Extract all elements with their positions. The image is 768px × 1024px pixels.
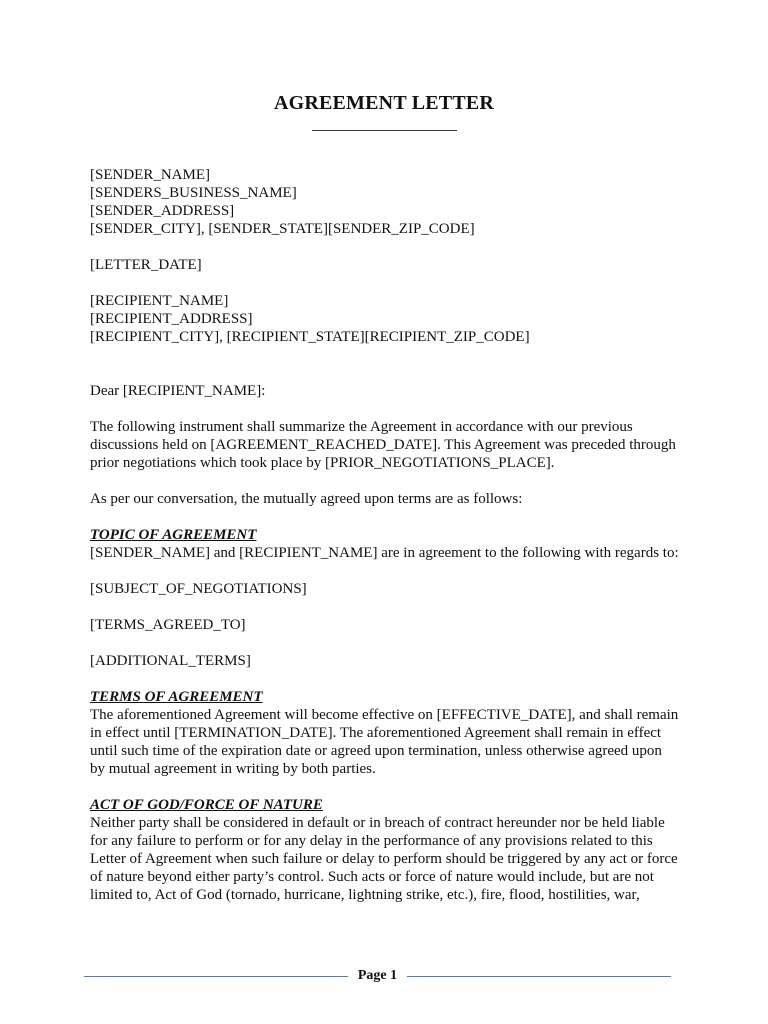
title-underline	[312, 130, 457, 131]
salutation-block	[90, 382, 680, 400]
recipient-block	[90, 292, 680, 346]
document-title: AGREEMENT LETTER	[273, 92, 495, 114]
date-block	[90, 256, 680, 274]
terms-section	[90, 688, 680, 778]
intro-block	[90, 418, 680, 472]
sender-line: [SENDER_ADDRESS]	[90, 203, 235, 219]
page-footer	[84, 968, 671, 986]
topic-paragraph: [SENDER_NAME] and [RECIPIENT_NAME] are in agreement to the following with regards to:	[90, 545, 679, 561]
topic-item-block	[90, 580, 680, 598]
sender-line: [SENDER_CITY], [SENDER_STATE][SENDER_ZIP_CODE]	[90, 221, 475, 237]
topic-item: [ADDITIONAL_TERMS]	[90, 653, 251, 669]
terms-heading: TERMS OF AGREEMENT	[90, 689, 263, 705]
footer-rule-right	[407, 976, 671, 977]
topic-item-block	[90, 652, 680, 670]
recipient-line: [RECIPIENT_CITY], [RECIPIENT_STATE][RECIPIENT_ZIP_CODE]	[90, 329, 530, 345]
terms-paragraph: The aforementioned Agreement will become effective on [EFFECTIVE_DATE], and shall remain in effect until [TERMINATION_DATE]. The aforementioned Agreement shall remain in effect until such time of the expiration date or agreed upon termination, unless otherwise agreed upon by mutual agreement in writing by both parties.	[90, 707, 679, 777]
terms-intro-block	[90, 490, 680, 508]
topic-heading: TOPIC OF AGREEMENT	[90, 527, 257, 543]
terms-intro-paragraph: As per our conversation, the mutually agreed upon terms are as follows:	[90, 491, 523, 507]
intro-paragraph: The following instrument shall summarize the Agreement in accordance with our previous discussions held on [AGREEMENT_REACHED_DATE]. This Agreement was preceded through prior negotiations which took place by [PRIOR_NEGOTIATIONS_PLACE].	[90, 419, 676, 471]
sender-line: [SENDERS_BUSINESS_NAME]	[90, 185, 297, 201]
sender-block	[90, 166, 680, 238]
letter-body	[90, 166, 680, 922]
topic-item: [TERMS_AGREED_TO]	[90, 617, 246, 633]
recipient-line: [RECIPIENT_ADDRESS]	[90, 311, 253, 327]
force-heading: ACT OF GOD/FORCE OF NATURE	[90, 797, 323, 813]
footer-rule-left	[84, 976, 348, 977]
topic-section	[90, 526, 680, 562]
salutation: Dear [RECIPIENT_NAME]:	[90, 383, 266, 399]
letter-date: [LETTER_DATE]	[90, 257, 202, 273]
topic-item-block	[90, 616, 680, 634]
force-paragraph: Neither party shall be considered in default or in breach of contract hereunder nor be held liable for any failure to perform or for any delay in the performance of any provisions related to this Letter of Agreement when such failure or delay to perform should be triggered by any act or force of nature beyond either party’s control. Such acts or force of nature would include, but are not limited to, Act of God (tornado, hurricane, lightning strike, etc.), fire, flood, hostilities, war,	[90, 815, 678, 903]
topic-item: [SUBJECT_OF_NEGOTIATIONS]	[90, 581, 307, 597]
sender-line: [SENDER_NAME]	[90, 167, 210, 183]
force-section	[90, 796, 680, 904]
page-number: Page 1	[357, 968, 398, 983]
recipient-line: [RECIPIENT_NAME]	[90, 293, 229, 309]
